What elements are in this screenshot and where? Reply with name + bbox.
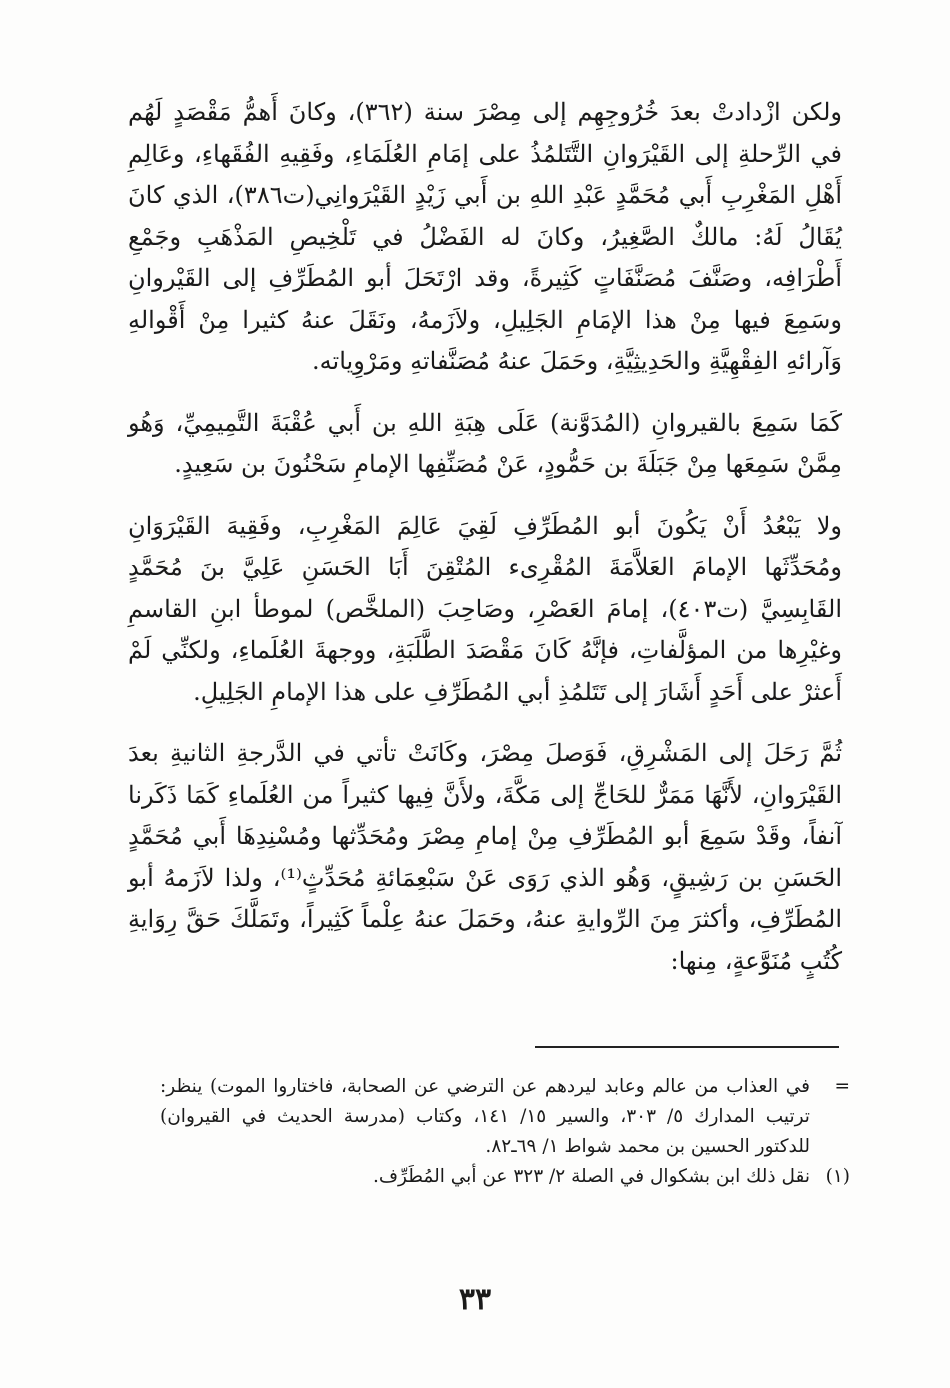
- page-number: ٣٣: [458, 1282, 492, 1317]
- footnote-text: نقل ذلك ابن بشكوال في الصلة ٢/ ٣٢٣ عن أبي المُطَرِّف.: [372, 1166, 810, 1187]
- footnote-text: في العذاب من عالم وعابد ليردهم عن الترضي عن الصحابة، فاختاروا الموت) ينظر: ترتيب المدارك ٥/ ٣٠٣، والسير ١٥/ ١٤١، وكتاب (مدرسة الحديث في القيروان) للدكتور الحسين بن محمد شواط ١/ ٦٩ـ٨٢.: [160, 1076, 810, 1157]
- footnote-marker: (١): [825, 1166, 850, 1187]
- footnote: [160, 1162, 850, 1192]
- footnotes: [160, 1072, 850, 1192]
- paragraph: كَمَا سَمِعَ بالقيروانِ (المُدَوَّنة) عَلَى هِبَةِ اللهِ بن أَبي عُقْبَةَ التَّمِيمِيِّ، وَهُو مِمَّنْ سَمِعَها مِنْ جَبَلَةَ بن حَمُّودٍ، عَنْ مُصَنِّفِها الإمامِ سَحْنُونَ بن سَعِيدٍ.: [128, 408, 842, 478]
- footnote: [160, 1072, 850, 1162]
- paragraph: ولكن ازْدادتْ بعدَ خُرُوجِهِم إلى مِصْرَ سنة (٣٦٢)، وكانَ أَهمُّ مَقْصَدٍ لَهُم في الرِّحلةِ إلى القَيْرَوانِ التَّتَلمُذُ على إمَامِ العُلَمَاءِ، وفَقِيهِ الفُقَهاءِ، وعَالِمِ أَهْلِ المَغْرِبِ أَبي مُحَمَّدٍ عَبْدِ اللهِ بن أَبي زَيْدٍ القَيْرَوانِي(ت٣٨٦)، الذي كانَ يُقَالُ لَهُ: مالكٌ الصَّغِيرُ، وكانَ له الفَضْلُ في تَلْخِيصِ المَذْهَبِ وجَمْعِ أَطْرَافِه، وصَنَّفَ مُصَنَّفَاتٍ كَثِيرةً، وقد ارْتَحَلَ أبو المُطَرِّفِ إلى القَيْروانِ وسَمِعَ فيها مِنْ هذا الإمَامِ الجَلِيلِ، ولاَزَمهُ، ونَقَلَ عنهُ كثيرا مِنْ أَقْوالهِ وَآرائهِ الفِقْهِيَّةِ والحَدِيثِيَّةِ، وحَمَلَ عنهُ مُصَنَّفاتهِ ومَرْوِياته.: [128, 98, 843, 375]
- main-text: [128, 92, 842, 1002]
- footnote-marker: =: [834, 1076, 850, 1097]
- footnote-separator: [535, 1046, 839, 1048]
- paragraph: ولا يَبْعُدُ أَنْ يَكُونَ أبو المُطَرِّفِ لَقِيَ عَالِمَ المَغْرِبِ، وفَقِيهَ القَيْرَوَانِ ومُحَدِّثَها الإمامَ العَلاَّمَةَ المُقْرِىء المُتْقِنَ أَبَا الحَسَنِ عَلِيَّ بنَ مُحَمَّدٍ القَابِسِيَّ (ت٤٠٣)، إمامَ العَصْرِ، وصَاحِبَ (الملخَّص) لموطأ ابنِ القاسمِ وغيْرِها من المؤلَّفاتِ، فإنَّهُ كَانَ مَقْصَدَ الطَّلَبَةِ، ووجهةَ العُلَماءِ، ولكنِّي لَمْ أَعثرْ على أَحَدٍ أَشَارَ إلى تَتَلمُذِ أبي المُطَرِّفِ على هذا الإمامِ الجَلِيلِ.: [128, 511, 843, 706]
- paragraph: ثُمَّ رَحَلَ إلى المَشْرِقِ، فَوَصلَ مِصْرَ، وكَانَتْ تأتي في الدَّرجةِ الثانيةِ بعدَ القَيْرَوانِ، لأَنَّهَا مَمَرٌّ للحَاجِّ إلى مَكَّةَ، ولأَنَّ فِيها كثيراً من العُلَماءِ كَمَا ذَكَرنا آنفاً، وقَدْ سَمِعَ أبو المُطَرِّفِ مِنْ إمامِ مِصْرَ ومُحَدِّثها ومُسْنِدِهَا أَبي مُحَمَّدٍ الحَسَنِ بن رَشِيقٍ، وَهُو الذي رَوَى عَنْ سَبْعِمَائةِ مُحَدِّثٍ⁽¹⁾، ولذا لاَزَمهُ أبو المُطَرِّفِ، وأكثرَ مِنَ الرِّوايةِ عنهُ، وحَمَلَ عنهُ عِلْماً كَثِيراً، وتَمَلَّكَ حَقَّ رِوَايةِ كُتُبٍ مُنَوَّعةٍ، مِنها:: [128, 739, 843, 975]
